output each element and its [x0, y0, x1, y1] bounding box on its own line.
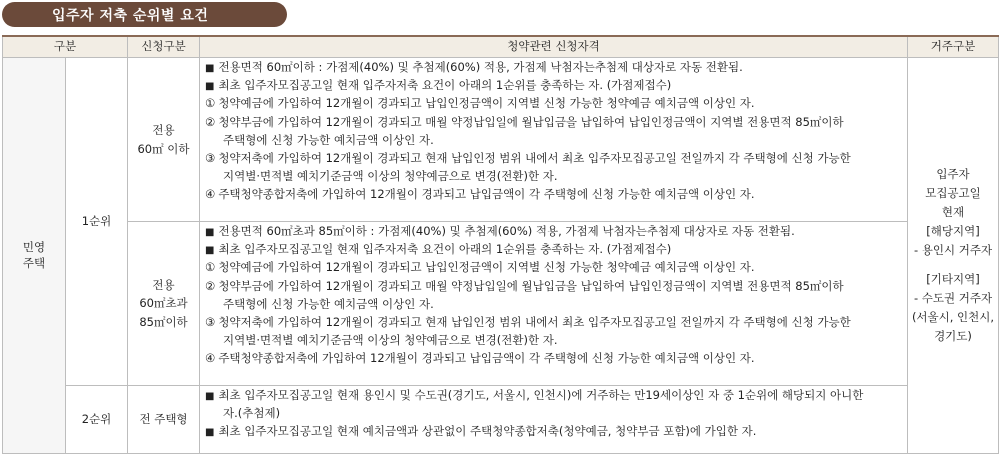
list-item: ① 청약예금에 가입하여 12개월이 경과되고 납입인정금액이 지역별 신청 가능한 청약예금 예치금액 이상인 자.: [205, 96, 755, 111]
list-item: ③ 청약저축에 가입하여 12개월이 경과되고 현재 납입인정 범위 내에서 최초 입주자모집공고일 전일까지 각 주택형에 신청 가능한: [205, 314, 851, 329]
header-application-type: 신청구분: [128, 36, 200, 58]
groupA-content: [200, 58, 908, 222]
rank2-cell: [66, 386, 128, 454]
list-item: ③ 청약저축에 가입하여 12개월이 경과되고 현재 납입인정 범위 내에서 최초 입주자모집공고일 전일까지 각 주택형에 신청 가능한: [205, 150, 851, 165]
residence-cell: [908, 58, 999, 454]
residence-line: [해당지역]: [926, 224, 980, 239]
list-item: ④ 주택청약종합저축에 가입하여 12개월이 경과되고 납입금액이 각 주택형에 신청 가능한 예치금액 이상인 자.: [205, 187, 755, 202]
groupB-content: [200, 222, 908, 386]
residence-line: 현재: [941, 205, 965, 220]
residence-line: (서울시, 인천시,: [911, 309, 995, 324]
rank2-group-cell: [128, 386, 200, 454]
table-row: [3, 222, 999, 386]
header-category: 구분: [3, 36, 128, 58]
residence-line: [기타지역]: [926, 271, 980, 286]
list-item: 지역별·면적별 예치기준금액 이상의 청약예금으로 변경(전환)한 자.: [223, 333, 558, 348]
list-item: ■ 최초 입주자모집공고일 현재 용인시 및 수도권(경기도, 서울시, 인천시)에 거주하는 만19세이상인 자 중 1순위에 해당되지 아니한: [205, 388, 864, 402]
list-item: ④ 주택청약종합저축에 가입하여 12개월이 경과되고 납입금액이 각 주택형에 신청 가능한 예치금액 이상인 자.: [205, 351, 755, 366]
rank1-label: 1순위: [81, 213, 112, 228]
header-qualification: 청약관련 신청자격: [200, 36, 908, 58]
rank1-cell: [66, 58, 128, 386]
list-item: ■ 최초 입주자모집공고일 현재 예치금액과 상관없이 주택청약종합저축(청약예금, 청약부금 포함)에 가입한 자.: [205, 424, 757, 439]
table-row: [3, 58, 999, 222]
groupB-cell: [128, 222, 200, 386]
table-header-row: [3, 36, 999, 58]
housing-type-label: 민영 주택: [22, 240, 46, 270]
table-row: [3, 386, 999, 454]
list-item: ■ 최초 입주자모집공고일 현재 입주자저축 요건이 아래의 1순위를 충족하는 자. (가점제접수): [205, 242, 672, 257]
rank2-content: [200, 386, 908, 454]
housing-type-cell: [3, 58, 66, 454]
spacer: [909, 260, 997, 270]
list-item: 주택형에 신청 가능한 예치금액 이상인 자.: [223, 296, 434, 311]
residence-line: 경기도): [934, 328, 972, 343]
requirements-table: [2, 35, 999, 454]
list-item: ■ 전용면적 60㎡초과 85㎡이하 : 가점제(40%) 및 추첨제(60%) 적용, 가점제 낙첨자는추첨제 대상자로 자동 전환됨.: [205, 224, 795, 238]
section-title: 입주자 저축 순위별 요건: [2, 2, 287, 27]
list-item: ① 청약예금에 가입하여 12개월이 경과되고 납입인정금액이 지역별 신청 가능한 청약예금 예치금액 이상인 자.: [205, 260, 755, 275]
list-item: 자.(추첨제): [223, 406, 281, 421]
header-residence: 거주구분: [908, 36, 999, 58]
list-item: ② 청약부금에 가입하여 12개월이 경과되고 매월 약정납입일에 월납입금을 납입하여 납입인정금액이 지역별 전용면적 85㎡이하: [205, 114, 844, 129]
rank2-label: 2순위: [81, 411, 112, 426]
groupA-label: 전용 60㎡ 이하: [137, 123, 190, 156]
list-item: 지역별·면적별 예치기준금액 이상의 청약예금으로 변경(전환)한 자.: [223, 169, 558, 184]
groupB-label: 전용 60㎡초과 85㎡이하: [139, 277, 188, 329]
residence-line: - 수도권 거주자: [913, 290, 993, 305]
rank2-group-label: 전 주택형: [139, 411, 188, 426]
list-item: ■ 최초 입주자모집공고일 현재 입주자저축 요건이 아래의 1순위를 충족하는 자. (가점제접수): [205, 78, 672, 93]
residence-line: 입주자: [936, 167, 970, 182]
list-item: ■ 전용면적 60㎡이하 : 가점제(40%) 및 추첨제(60%) 적용, 가점제 낙첨자는추첨제 대상자로 자동 전환됨.: [205, 60, 743, 74]
list-item: ② 청약부금에 가입하여 12개월이 경과되고 매월 약정납입일에 월납입금을 납입하여 납입인정금액이 지역별 전용면적 85㎡이하: [205, 278, 844, 293]
residence-line: 모집공고일: [925, 186, 981, 201]
residence-line: - 용인시 거주자: [913, 243, 993, 258]
list-item: 주택형에 신청 가능한 예치금액 이상인 자.: [223, 132, 434, 147]
groupA-cell: [128, 58, 200, 222]
